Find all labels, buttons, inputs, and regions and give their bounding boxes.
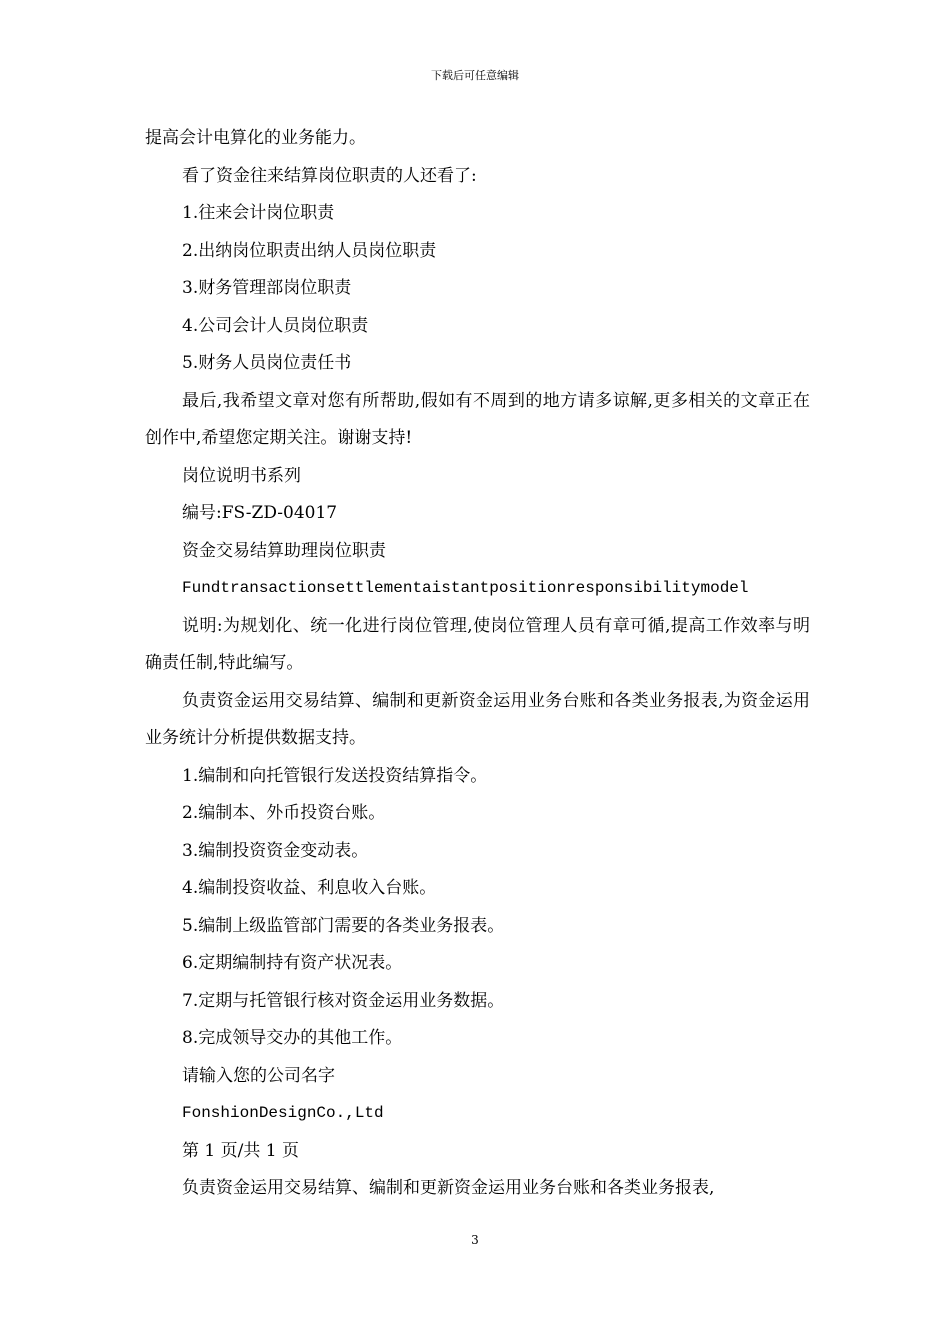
duty-item: 8.完成领导交办的其他工作。 xyxy=(182,1028,403,1048)
document-code: 编号:FS-ZD-04017 xyxy=(182,503,338,523)
related-item: 2.出纳岗位职责出纳人员岗位职责 xyxy=(182,240,437,261)
company-prompt: 请输入您的公司名字 xyxy=(182,1065,335,1086)
document-body xyxy=(145,120,810,1208)
series-label: 岗位说明书系列 xyxy=(182,465,301,486)
duty-item: 2.编制本、外币投资台账。 xyxy=(182,803,386,823)
duty-summary-repeat: 负责资金运用交易结算、编制和更新资金运用业务台账和各类业务报表, xyxy=(182,1178,715,1198)
title-chinese: 资金交易结算助理岗位职责 xyxy=(182,540,386,561)
header-note: 下载后可任意编辑 xyxy=(431,69,519,82)
related-item: 3.财务管理部岗位职责 xyxy=(182,278,352,298)
company-name: FonshionDesignCo.,Ltd xyxy=(182,1104,384,1122)
related-item: 5.财务人员岗位责任书 xyxy=(182,353,352,373)
duty-item: 7.定期与托管银行核对资金运用业务数据。 xyxy=(182,990,505,1011)
related-item: 4.公司会计人员岗位职责 xyxy=(182,315,369,336)
duty-item: 6.定期编制持有资产状况表。 xyxy=(182,953,403,973)
title-english: Fundtransactionsettlementaistantpositionresponsibilitymodel xyxy=(182,579,749,597)
description-paragraph: 说明:为规划化、统一化进行岗位管理,使岗位管理人员有章可循,提高工作效率与明确责任制,特此编写。 xyxy=(145,615,810,673)
paragraph-continuation: 提高会计电算化的业务能力。 xyxy=(145,128,366,148)
duty-item: 3.编制投资资金变动表。 xyxy=(182,840,369,861)
related-item: 1.往来会计岗位职责 xyxy=(182,203,335,223)
duty-item: 5.编制上级监管部门需要的各类业务报表。 xyxy=(182,915,505,936)
duty-summary-paragraph: 负责资金运用交易结算、编制和更新资金运用业务台账和各类业务报表,为资金运用业务统计分析提供数据支持。 xyxy=(145,690,810,748)
page-info: 第 1 页/共 1 页 xyxy=(182,1140,299,1161)
page-number: 3 xyxy=(471,1233,479,1247)
related-heading: 看了资金往来结算岗位职责的人还看了: xyxy=(182,165,477,186)
duty-item: 1.编制和向托管银行发送投资结算指令。 xyxy=(182,765,488,786)
duty-item: 4.编制投资收益、利息收入台账。 xyxy=(182,878,437,898)
closing-paragraph: 最后,我希望文章对您有所帮助,假如有不周到的地方请多谅解,更多相关的文章正在创作中,希望您定期关注。谢谢支持! xyxy=(145,390,810,448)
